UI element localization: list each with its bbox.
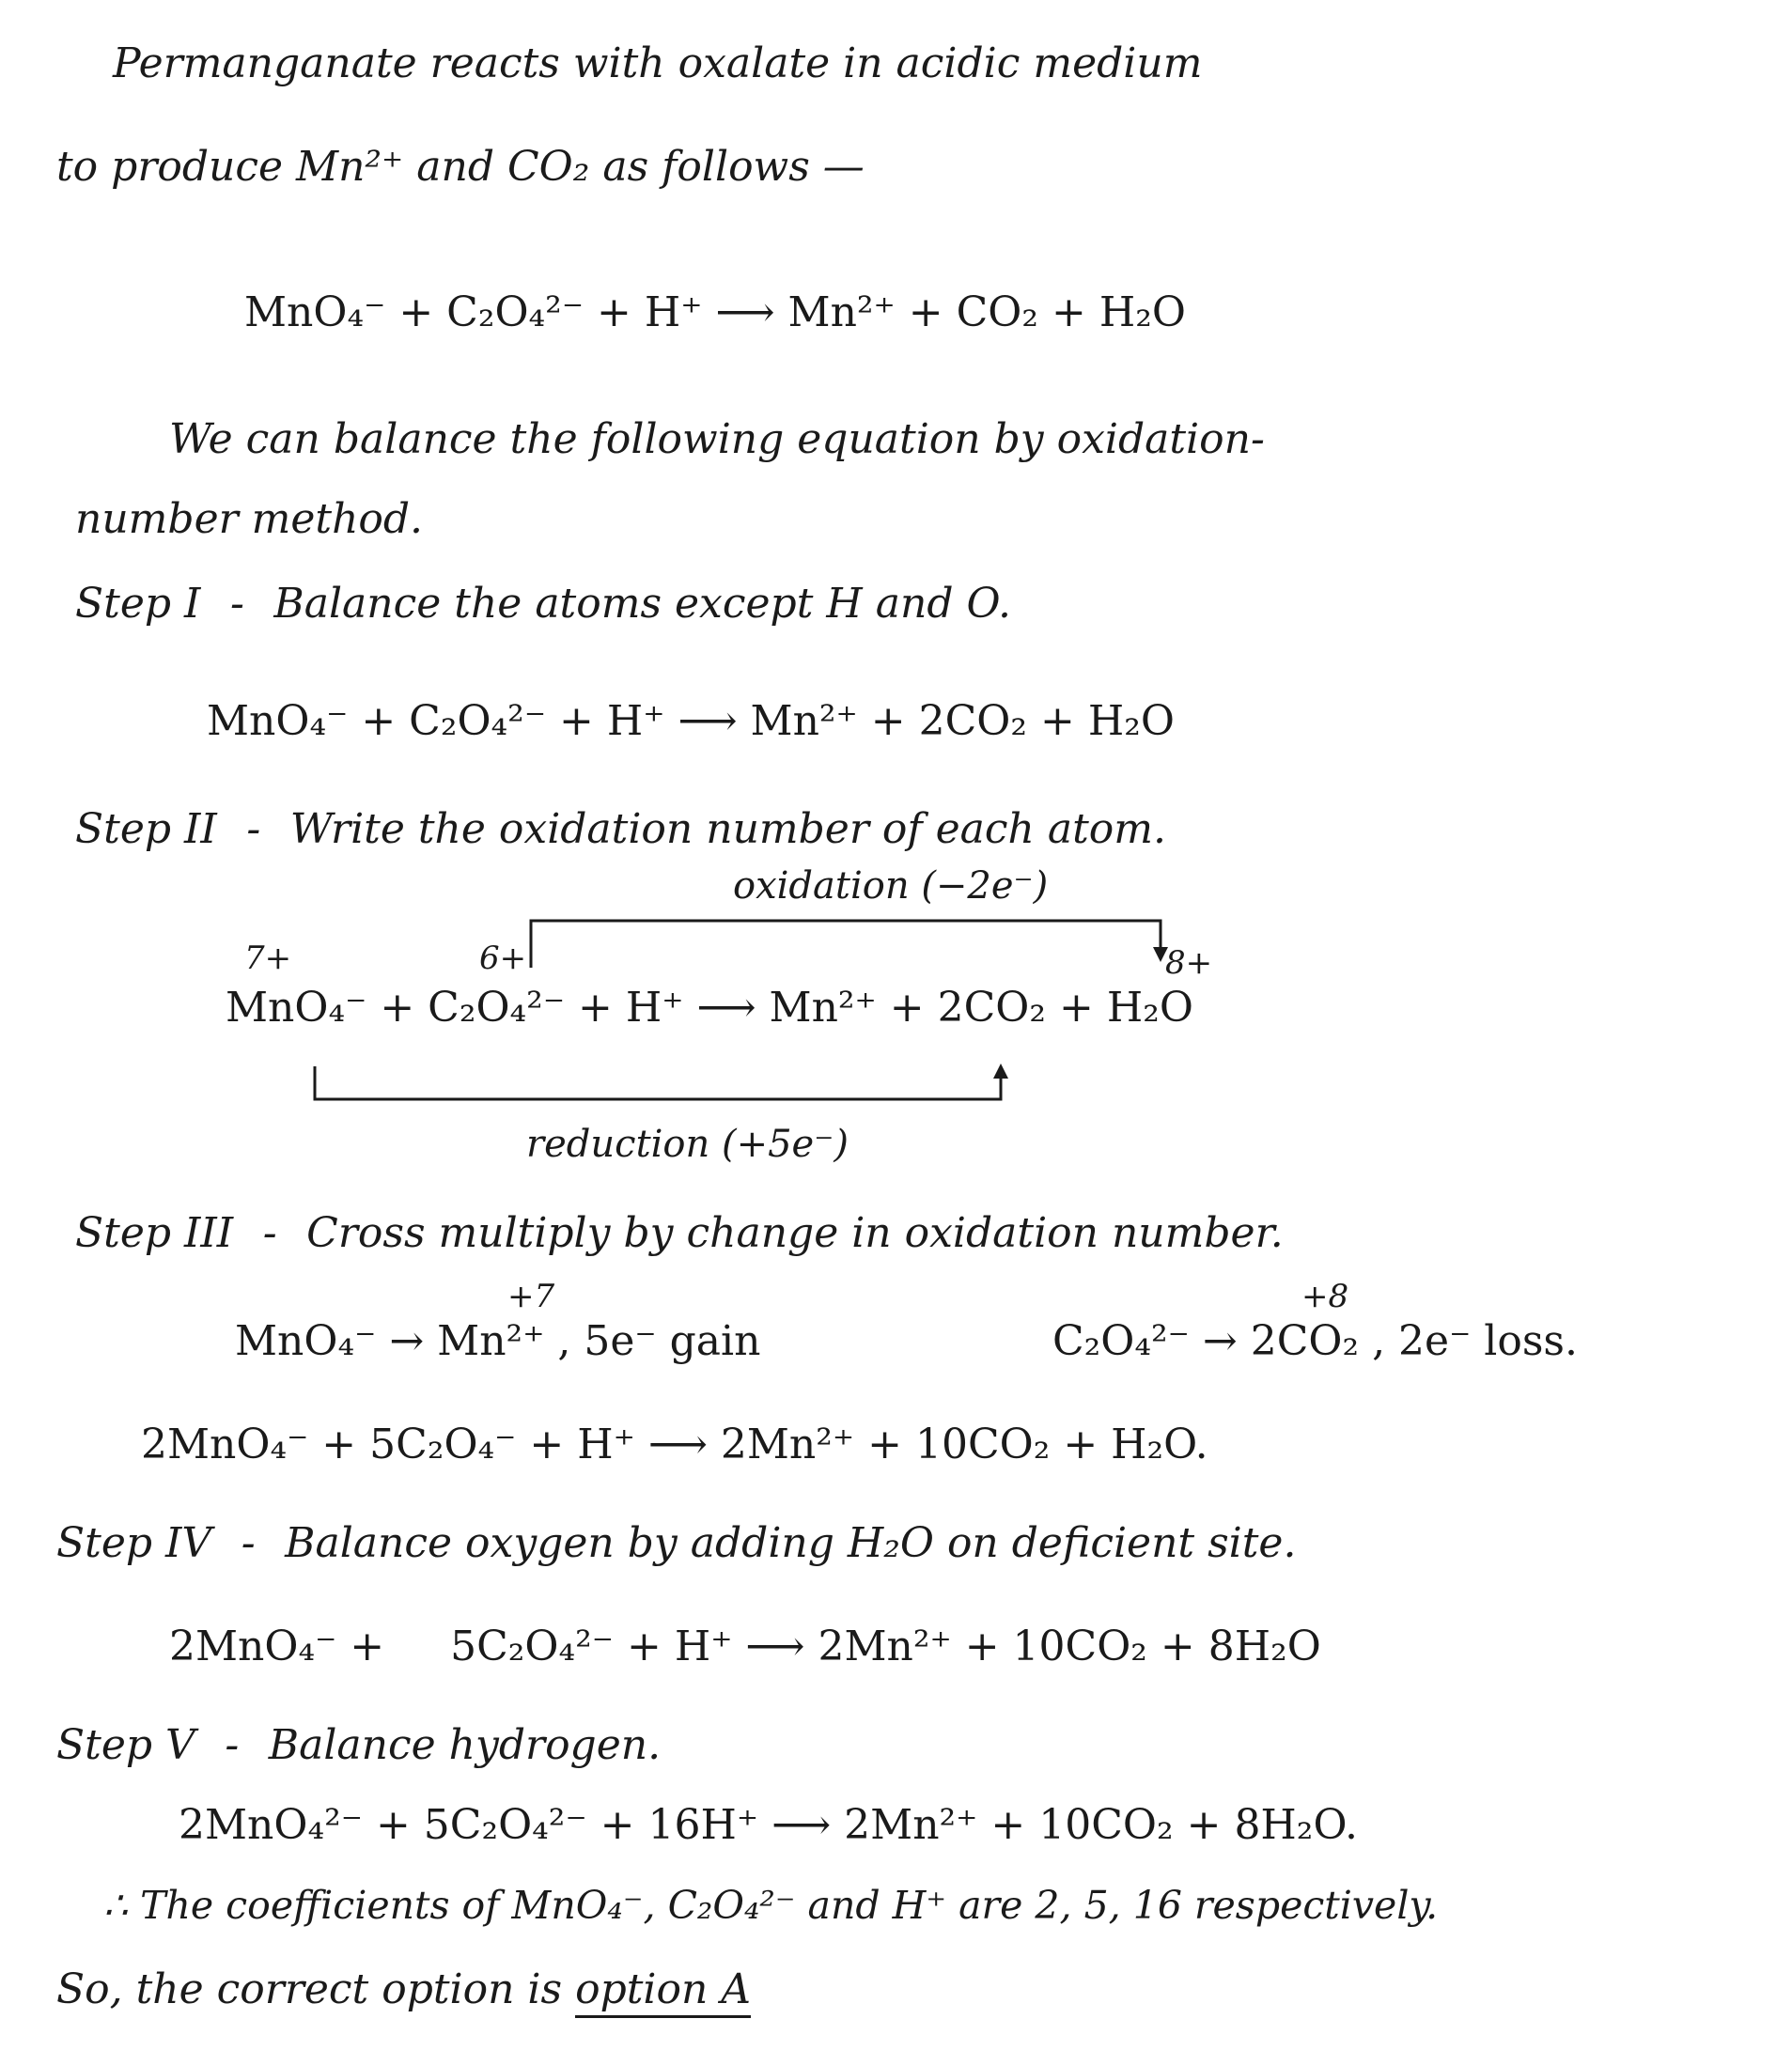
- intro-line-2: to produce Mn²⁺ and CO₂ as follows —: [56, 143, 865, 191]
- step-1-dash: -: [229, 580, 244, 628]
- conclusion-line-2: [56, 1964, 751, 2016]
- conclusion-line-1: ∴ The coefficients of MnO₄⁻, C₂O₄²⁻ and H⁺ are 2, 5, 16 respectively.: [103, 1883, 1439, 1928]
- step-5-dash: -: [225, 1721, 240, 1769]
- intro-line-1: Permanganate reacts with oxalate in acidic medium: [113, 39, 1203, 87]
- step-1-text: Balance the atoms except H and O.: [273, 580, 1011, 628]
- oxidation-number-mn: 7+: [244, 940, 292, 977]
- step-3-oxidation-number-mn: +7: [507, 1278, 555, 1315]
- answer-option: option A: [575, 1965, 751, 2018]
- step-2-equation: MnO₄⁻ + C₂O₄²⁻ + H⁺ ⟶ Mn²⁺ + 2CO₂ + H₂O: [226, 984, 1193, 1032]
- step-3-half-reaction-oxidation: C₂O₄²⁻ → 2CO₂ , 2e⁻ loss.: [1052, 1317, 1579, 1365]
- unbalanced-equation: MnO₄⁻ + C₂O₄²⁻ + H⁺ ⟶ Mn²⁺ + CO₂ + H₂O: [244, 288, 1186, 336]
- step-3-half-reaction-reduction: MnO₄⁻ → Mn²⁺ , 5e⁻ gain: [235, 1317, 761, 1365]
- step-3-equation: 2MnO₄⁻ + 5C₂O₄⁻ + H⁺ ⟶ 2Mn²⁺ + 10CO₂ + H₂O.: [141, 1421, 1208, 1468]
- conclusion-prefix: So, the correct option is: [56, 1965, 563, 2013]
- step-1-label: Step I: [75, 580, 201, 628]
- step-4-text: Balance oxygen by adding H₂O on deficient site.: [285, 1519, 1297, 1567]
- oxidation-label: oxidation (−2e⁻): [733, 864, 1049, 908]
- step-5-equation: 2MnO₄²⁻ + 5C₂O₄²⁻ + 16H⁺ ⟶ 2Mn²⁺ + 10CO₂ + 8H₂O.: [179, 1801, 1358, 1849]
- oxidation-number-c: 6+: [479, 940, 527, 977]
- step-1-equation: MnO₄⁻ + C₂O₄²⁻ + H⁺ ⟶ Mn²⁺ + 2CO₂ + H₂O: [207, 697, 1175, 745]
- oxidation-number-co2: 8+: [1165, 944, 1213, 982]
- step-4-equation: 2MnO₄⁻ + 5C₂O₄²⁻ + H⁺ ⟶ 2Mn²⁺ + 10CO₂ + 8H₂O: [169, 1623, 1321, 1670]
- reduction-arrowhead: [993, 1064, 1008, 1079]
- method-line-2: number method.: [75, 495, 424, 543]
- reduction-bracket: [315, 1066, 1001, 1099]
- step-4-dash: -: [241, 1519, 256, 1567]
- reduction-label: reduction (+5e⁻): [526, 1123, 849, 1166]
- step-3-dash: -: [262, 1209, 277, 1257]
- step-3-heading: [75, 1207, 1284, 1260]
- step-5-heading: [56, 1719, 661, 1772]
- step-3-text: Cross multiply by change in oxidation number.: [306, 1209, 1284, 1257]
- oxidation-bracket: [531, 921, 1161, 968]
- step-5-text: Balance hydrogen.: [268, 1721, 662, 1769]
- oxidation-arrowhead: [1153, 947, 1168, 962]
- step-2-label: Step II: [75, 805, 217, 853]
- method-line-1: We can balance the following equation by oxidation-: [169, 415, 1265, 463]
- step-4-heading: [56, 1517, 1296, 1570]
- step-3-label: Step III: [75, 1209, 234, 1257]
- step-2-text: Write the oxidation number of each atom.: [289, 805, 1166, 853]
- step-4-label: Step IV: [56, 1519, 212, 1567]
- step-2-dash: -: [246, 805, 261, 853]
- step-3-oxidation-number-c: +8: [1301, 1278, 1349, 1315]
- step-5-label: Step V: [56, 1721, 195, 1769]
